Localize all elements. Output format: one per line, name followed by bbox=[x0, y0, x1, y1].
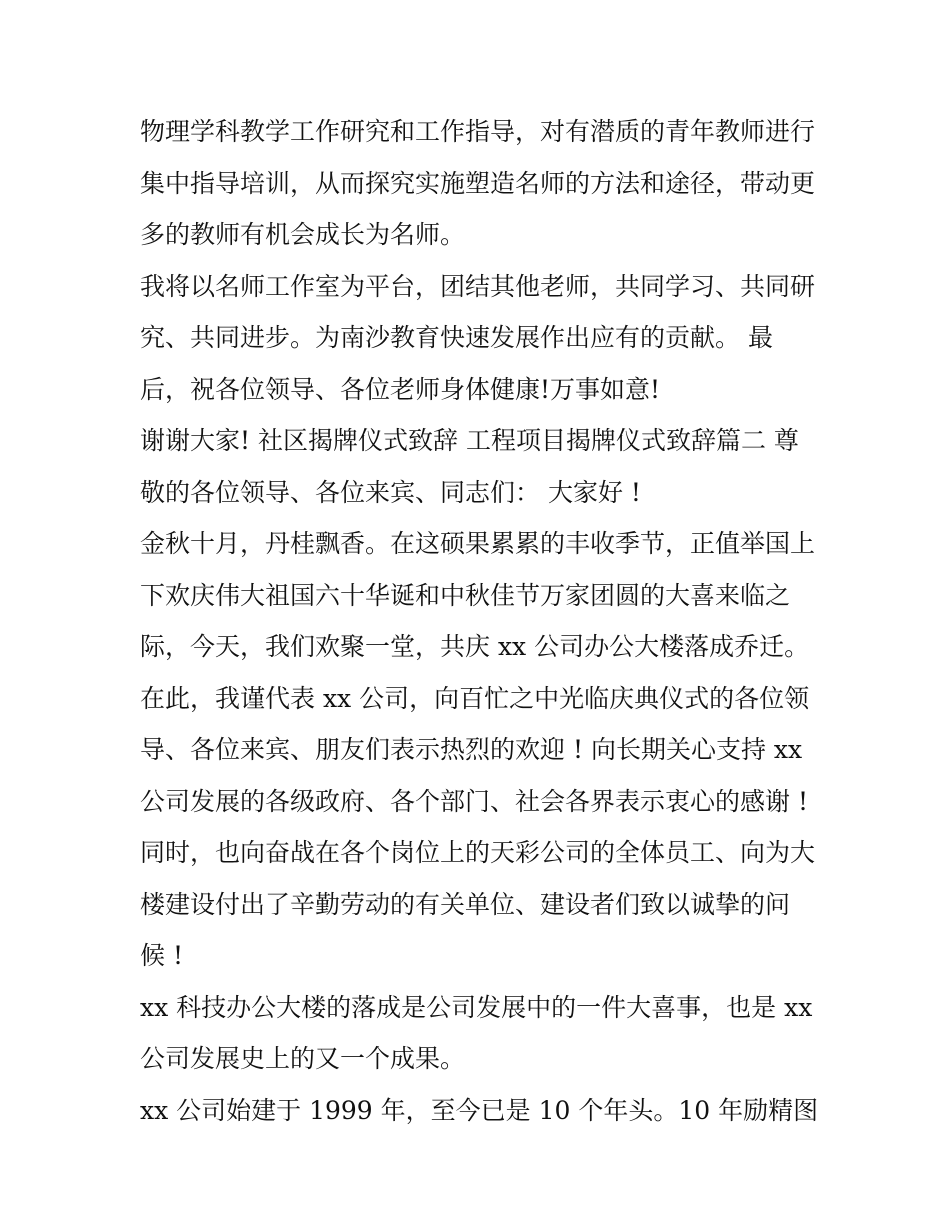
text-line: 物理学科教学工作研究和工作指导，对有潜质的青年教师进行 bbox=[140, 117, 816, 146]
text-line: 我将以名师工作室为平台，团结其他老师，共同学习、共同研 bbox=[140, 271, 816, 301]
text-line: 后，祝各位领导、各位老师身体健康!万事如意! bbox=[140, 374, 661, 404]
text-line: 下欢庆伟大祖国六十华诞和中秋佳节万家团圆的大喜来临之 bbox=[140, 580, 791, 610]
text-line: 同时，也向奋战在各个岗位上的天彩公司的全体员工、向为大 bbox=[140, 838, 816, 867]
text-line: xx 公司始建于 1999 年，至今已是 10 个年头。10 年励精图 bbox=[140, 1095, 819, 1125]
text-line: 导、各位来宾、朋友们表示热烈的欢迎 ! 向长期关心支持 xx bbox=[140, 735, 803, 764]
text-line: 楼建设付出了辛勤劳动的有关单位、建设者们致以诚挚的问 bbox=[140, 889, 791, 919]
text-line: 集中指导培训，从而探究实施塑造名师的方法和途径，带动更 bbox=[140, 168, 816, 198]
text-line: 敬的各位领导、各位来宾、同志们： 大家好 ! bbox=[140, 477, 641, 507]
text-line: 公司发展史上的又一个成果。 bbox=[140, 1044, 466, 1073]
text-line: 谢谢大家! 社区揭牌仪式致辞 工程项目揭牌仪式致辞篇二 尊 bbox=[140, 426, 799, 455]
text-line: 多的教师有机会成长为名师。 bbox=[140, 220, 466, 249]
text-line: 究、共同进步。为南沙教育快速发展作出应有的贡献。 最 bbox=[140, 323, 773, 352]
text-line: 在此，我谨代表 xx 公司，向百忙之中光临庆典仪式的各位领 bbox=[140, 683, 810, 713]
text-line: 际，今天，我们欢聚一堂，共庆 xx 公司办公大楼落成乔迁。 bbox=[140, 632, 810, 661]
document-body bbox=[140, 106, 830, 1136]
text-line: 金秋十月，丹桂飘香。在这硕果累累的丰收季节，正值举国上 bbox=[140, 529, 816, 558]
text-line: 公司发展的各级政府、各个部门、社会各界表示衷心的感谢 ! bbox=[140, 786, 808, 816]
text-line: xx 科技办公大楼的落成是公司发展中的一件大喜事，也是 xx bbox=[140, 992, 813, 1022]
text-line: 候 ! bbox=[140, 941, 183, 970]
